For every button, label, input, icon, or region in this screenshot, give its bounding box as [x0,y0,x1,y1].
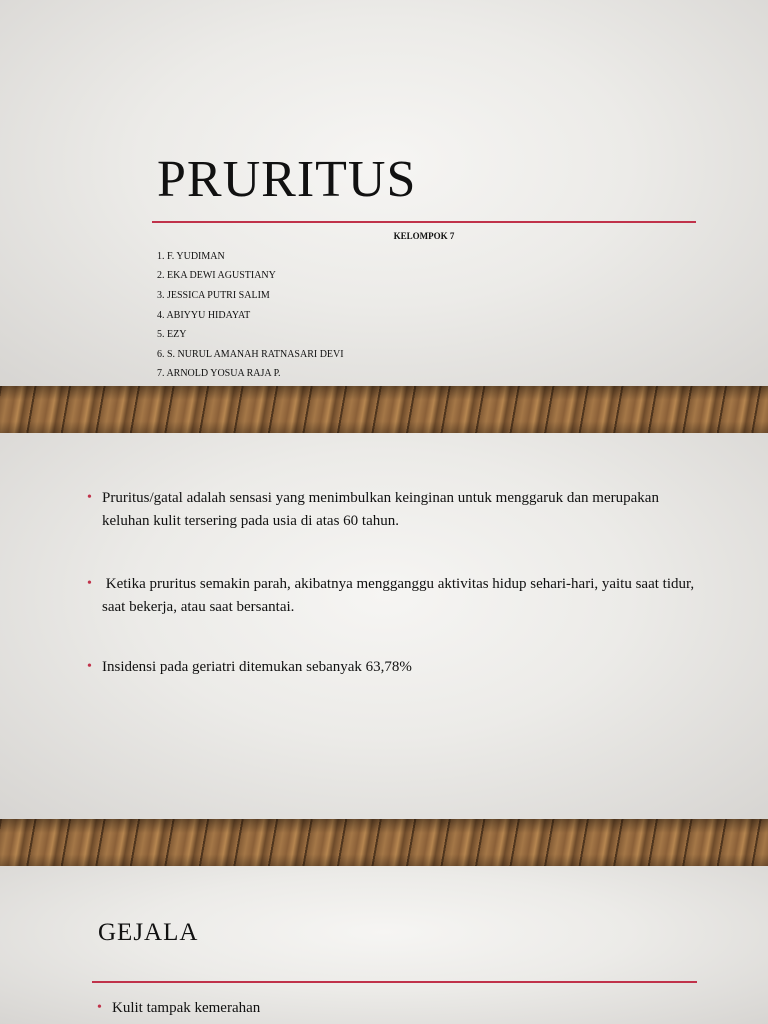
wood-plank-lines [0,819,768,866]
slide-content [0,433,768,819]
title-divider [152,221,696,223]
member-item: 2. EKA DEWI AGUSTIANY [157,270,276,281]
slide-title [0,0,768,386]
bullet-icon: • [97,1000,102,1015]
gejala-heading: GEJALA [98,919,199,946]
member-item: 5. EZY [157,329,187,340]
bullet-text: Pruritus/gatal adalah sensasi yang menimbulkan keinginan untuk menggaruk dan merupakan keluhan kulit tersering pada usia di atas 60 tahun. [102,490,659,529]
bullet-text: Kulit tampak kemerahan [112,1000,261,1016]
slide-title-heading: PRURITUS [157,151,417,208]
bullet-text: Insidensi pada geriatri ditemukan sebanyak 63,78% [102,659,412,675]
wood-plank-lines [0,386,768,433]
member-item: 1. F. YUDIMAN [157,251,225,262]
bullet-icon: • [87,490,92,505]
bullet-icon: • [87,576,92,591]
member-item: 7. ARNOLD YOSUA RAJA P. [157,368,281,379]
member-item: 6. S. NURUL AMANAH RATNASARI DEVI [157,349,344,360]
slide-gejala [0,866,768,1024]
bullet-icon: • [87,659,92,674]
wood-floor-divider [0,819,768,866]
group-label: KELOMPOK 7 [393,231,455,241]
bullet-text: Ketika pruritus semakin parah, akibatnya mengganggu aktivitas hidup sehari-hari, yaitu saat tidur, saat bekerja, atau saat bersantai. [102,576,695,615]
member-item: 4. ABIYYU HIDAYAT [157,310,251,321]
title-divider [92,981,697,983]
wood-floor-divider [0,386,768,433]
member-item: 3. JESSICA PUTRI SALIM [157,290,270,301]
